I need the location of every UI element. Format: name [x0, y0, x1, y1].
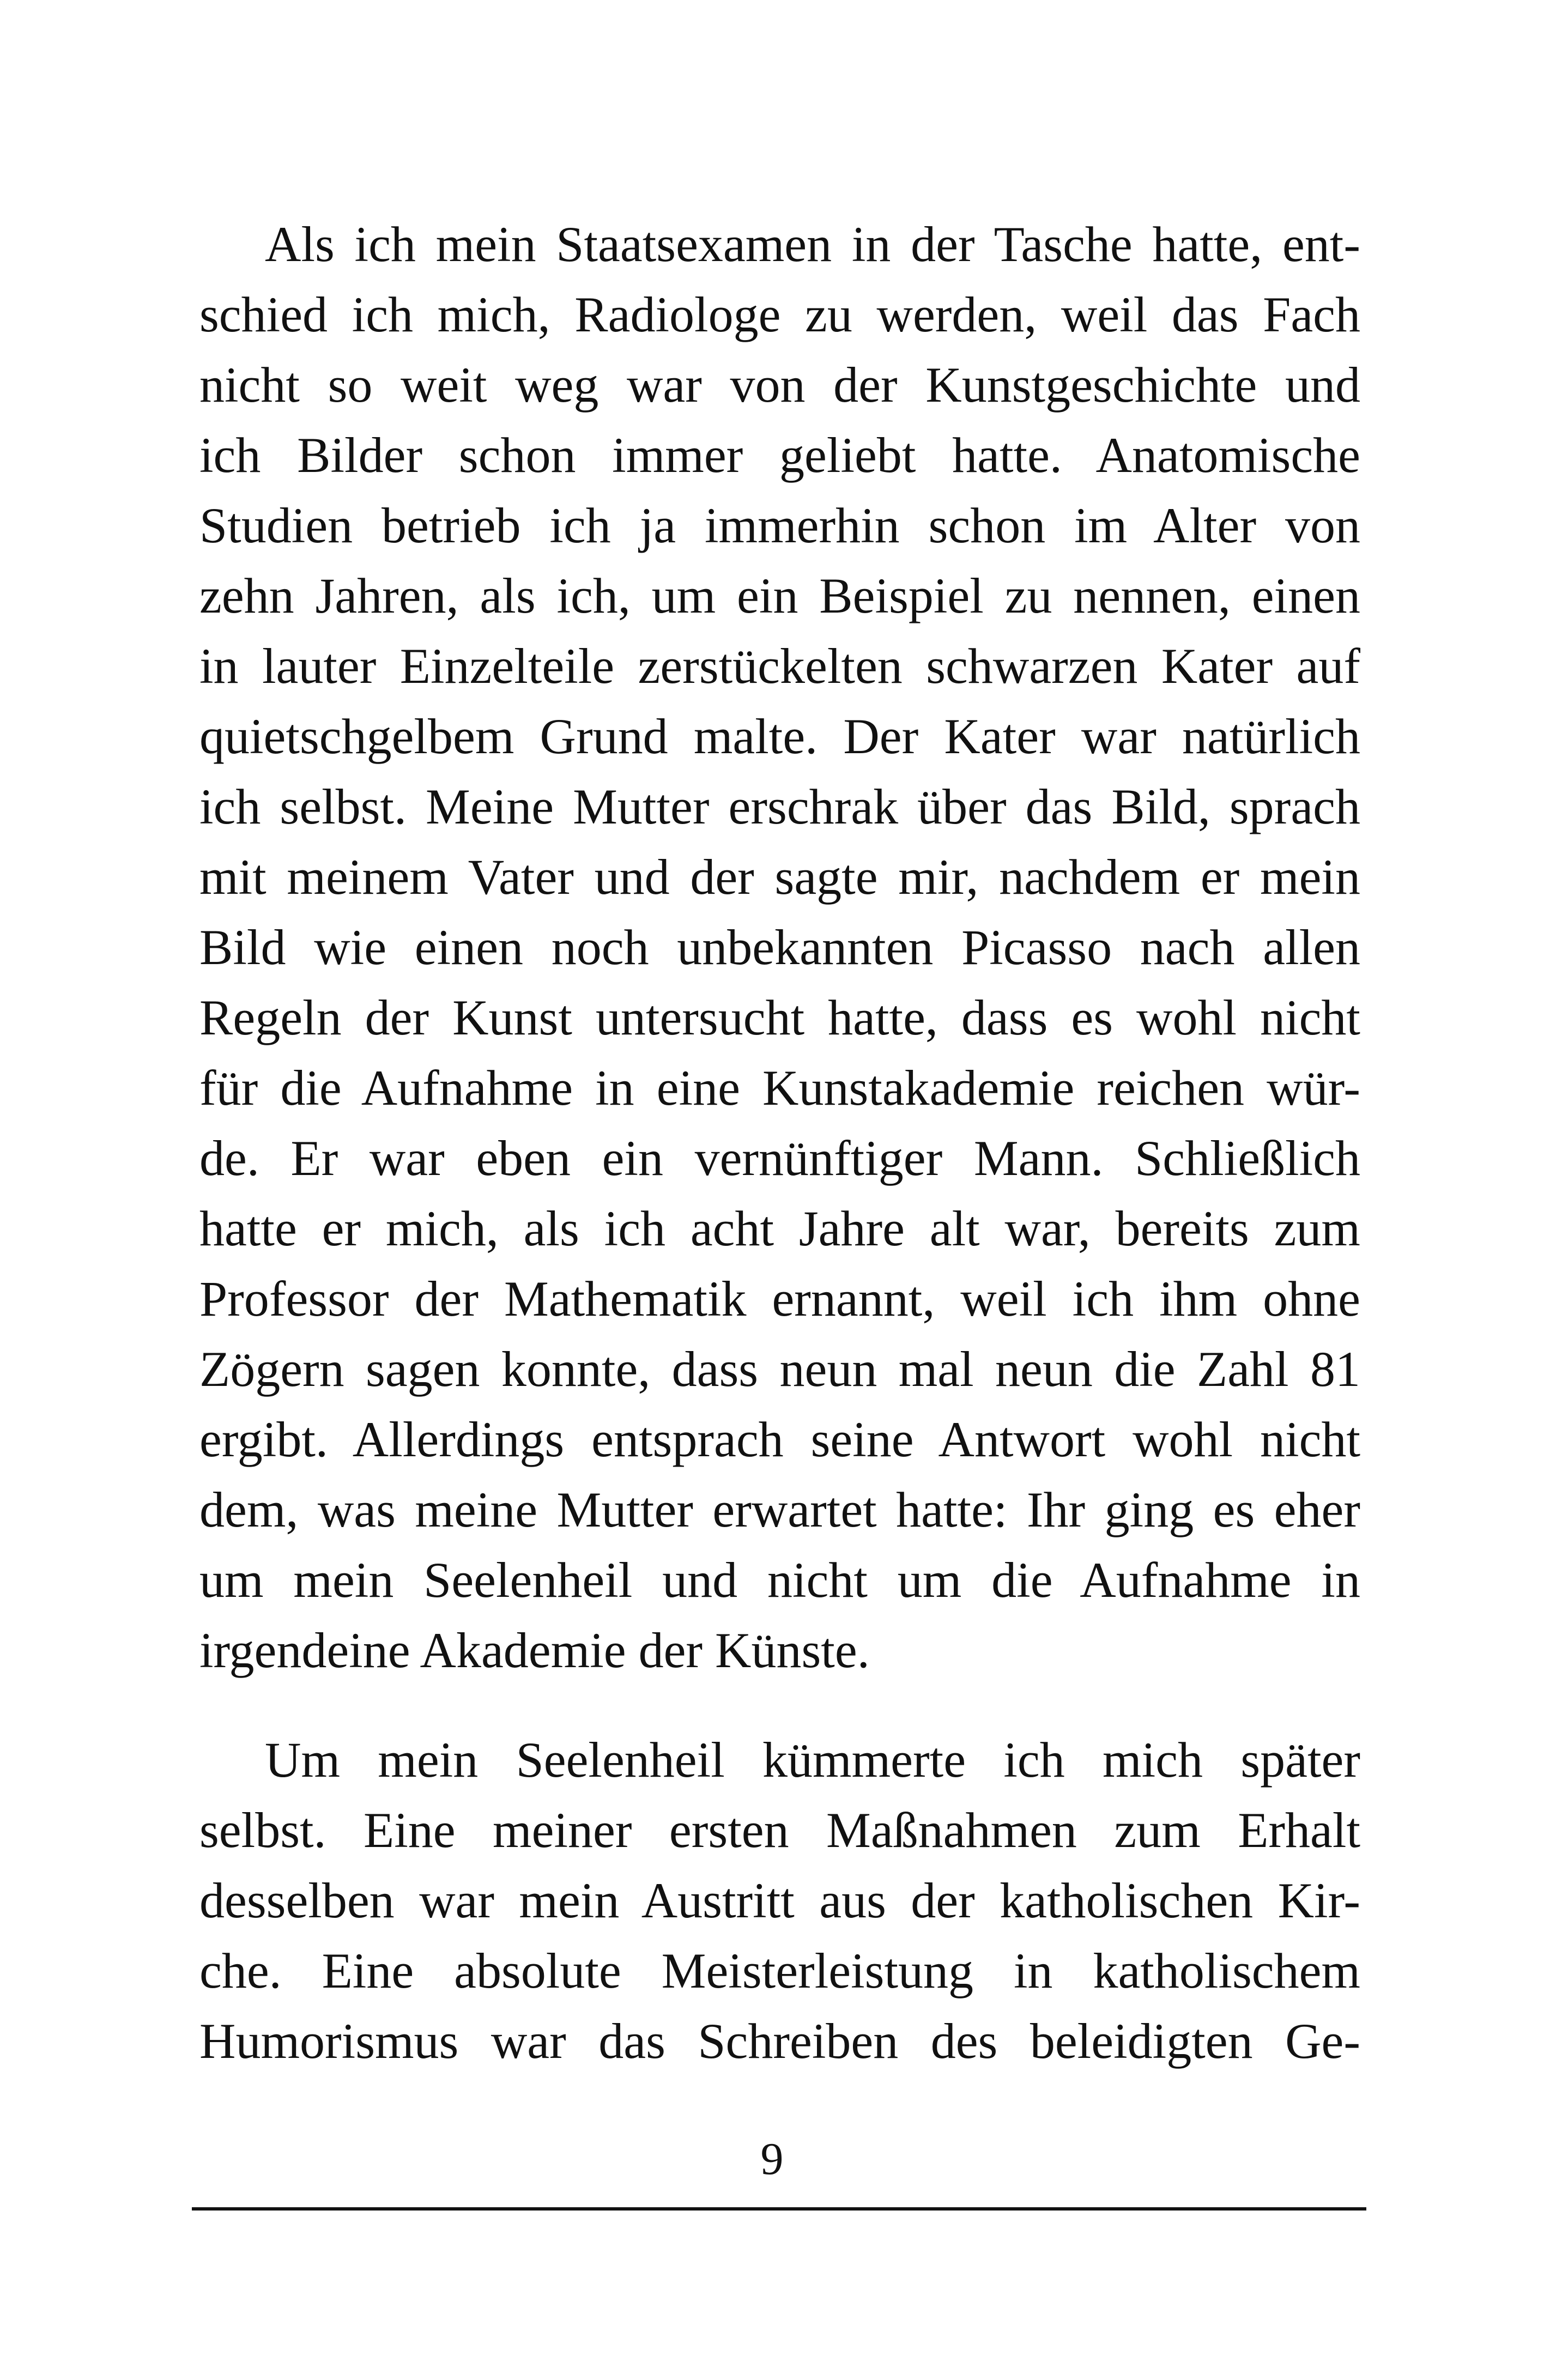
text-line: selbst. Eine meiner ersten Maßnahmen zum Erhalt — [199, 1802, 1360, 1858]
body-text — [199, 209, 1360, 2076]
text-line: Studien betrieb ich ja immerhin schon im Alter von — [199, 498, 1360, 553]
text-line: dem, was meine Mutter erwartet hatte: Ihr ging es eher — [199, 1482, 1360, 1537]
text-line: che. Eine absolute Meisterleistung in katholischem — [199, 1943, 1360, 1999]
text-line: de. Er war eben ein vernünftiger Mann. Schließlich — [199, 1130, 1360, 1186]
text-line: um mein Seelenheil und nicht um die Aufnahme in — [199, 1552, 1360, 1608]
text-line: nicht so weit weg war von der Kunstgeschichte und — [199, 357, 1360, 413]
text-line: Professor der Mathematik ernannt, weil ich ihm ohne — [199, 1271, 1360, 1327]
text-line: Zögern sagen konnte, dass neun mal neun die Zahl 81 — [199, 1341, 1360, 1397]
text-line: mit meinem Vater und der sagte mir, nachdem er mein — [199, 849, 1360, 905]
text-line: schied ich mich, Radiologe zu werden, weil das Fach — [199, 287, 1360, 342]
text-line: ich Bilder schon immer geliebt hatte. Anatomische — [199, 427, 1360, 483]
text-line: irgendeine Akademie der Künste. — [199, 1622, 870, 1678]
text-line: Um mein Seelenheil kümmerte ich mich später — [265, 1732, 1360, 1788]
text-line: desselben war mein Austritt aus der katholischen Kir- — [199, 1873, 1360, 1928]
text-line: Bild wie einen noch unbekannten Picasso nach allen — [199, 919, 1360, 975]
text-line: Als ich mein Staatsexamen in der Tasche hatte, ent- — [265, 216, 1360, 272]
text-line: quietschgelbem Grund malte. Der Kater war natürlich — [199, 708, 1360, 764]
page-number: 9 — [760, 2134, 784, 2184]
text-line: zehn Jahren, als ich, um ein Beispiel zu nennen, einen — [199, 568, 1360, 623]
footer-rule — [192, 2207, 1366, 2211]
text-line: ich selbst. Meine Mutter erschrak über das Bild, sprach — [199, 779, 1360, 834]
text-line: in lauter Einzelteile zerstückelten schwarzen Kater auf — [199, 638, 1360, 694]
paragraph-1 — [199, 209, 1360, 1686]
paragraph-gap — [199, 1686, 1360, 1725]
text-line: hatte er mich, als ich acht Jahre alt war, bereits zum — [199, 1201, 1360, 1256]
text-line: ergibt. Allerdings entsprach seine Antwort wohl nicht — [199, 1412, 1360, 1467]
text-line: Humorismus war das Schreiben des beleidigten Ge- — [199, 2013, 1360, 2069]
text-line: Regeln der Kunst untersucht hatte, dass es wohl nicht — [199, 990, 1360, 1045]
text-line: für die Aufnahme in eine Kunstakademie reichen wür- — [199, 1060, 1360, 1116]
paragraph-2 — [199, 1725, 1360, 2076]
